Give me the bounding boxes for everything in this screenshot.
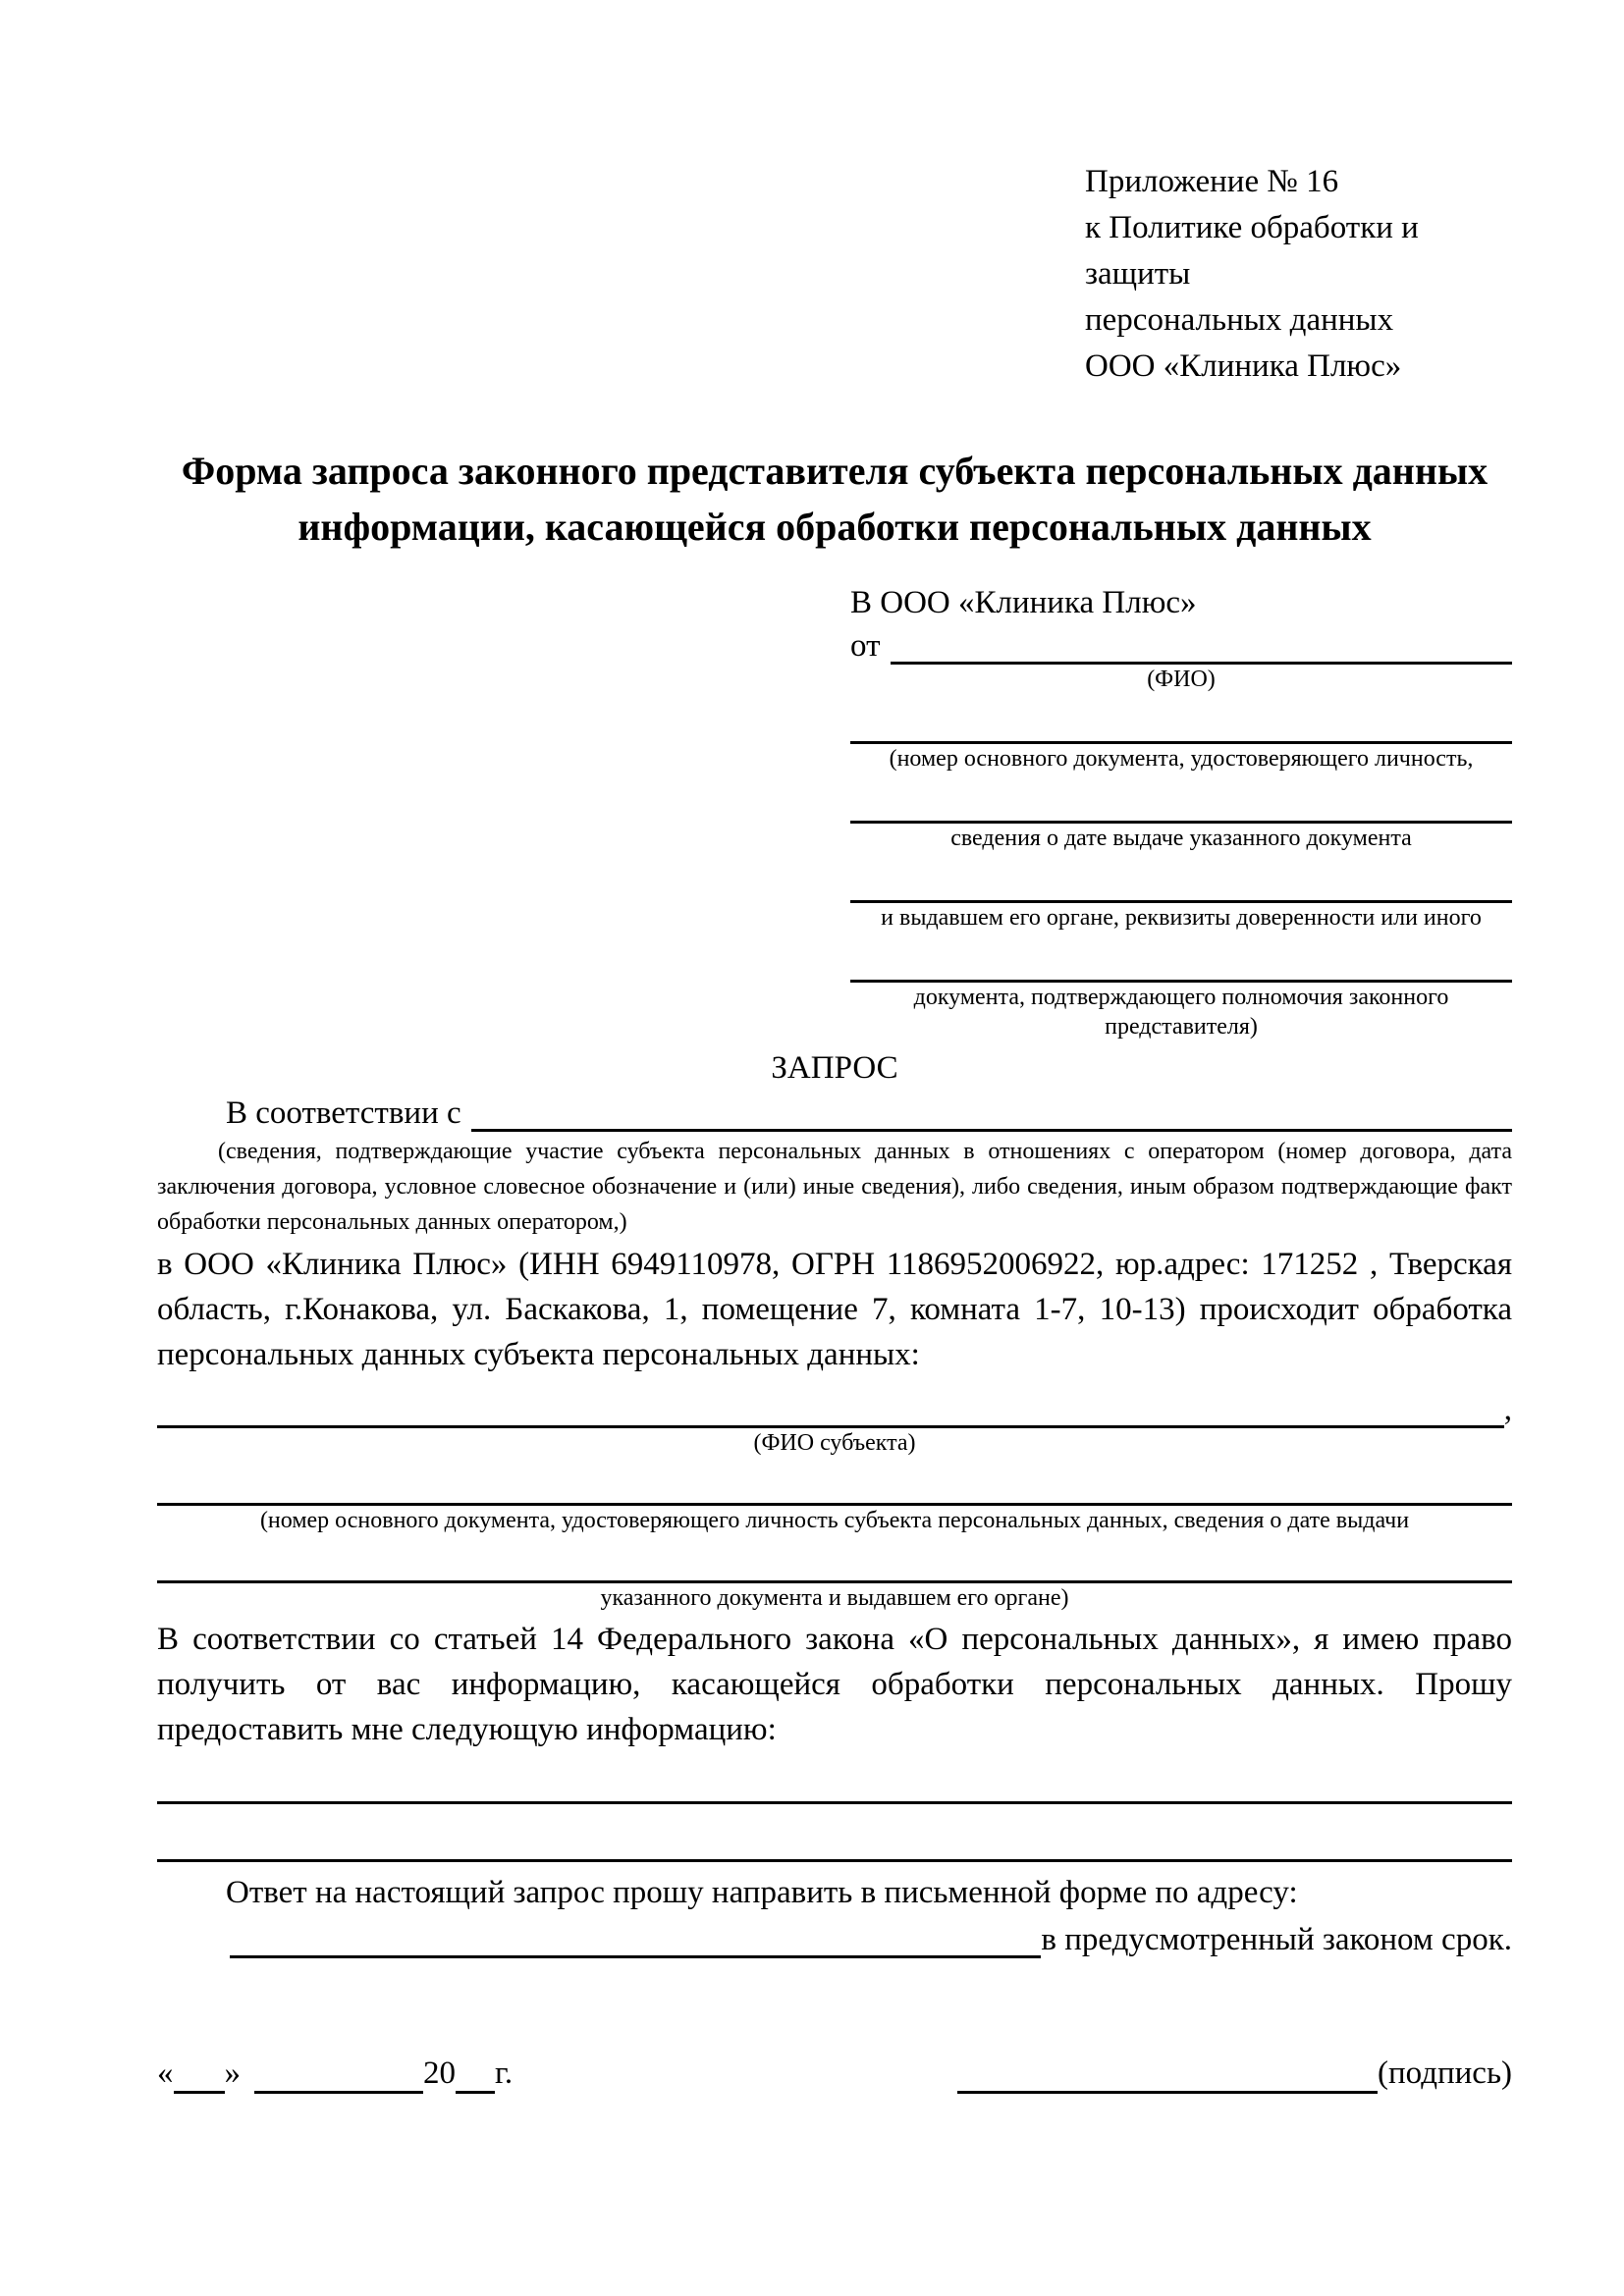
from-row	[850, 623, 1512, 665]
appendix-line: к Политике обработки и защиты	[1085, 210, 1419, 292]
accordance-blank-line	[471, 1086, 1512, 1132]
date-part	[157, 2053, 513, 2094]
year-prefix: 20	[423, 2056, 456, 2091]
reply-paragraph: Ответ на настоящий запрос прошу направить в письменной форме по адресу:	[226, 1875, 1298, 1910]
subject-fio-row	[157, 1393, 1512, 1428]
year-blank-line	[456, 2054, 495, 2094]
rights-paragraph: В соответствии со статьей 14 Федерального закона «О персональных данных», я имею право получить от вас информацию, касающейся обработки персональных данных. Прошу предоставить мне следующую информацию:	[157, 1622, 1512, 1747]
quote-close: »	[224, 2056, 241, 2091]
field-caption: и выдавшем его органе, реквизиты доверенности или иного	[881, 905, 1482, 931]
field-caption: сведения о дате выдаче указанного документа	[950, 826, 1412, 851]
field-caption: (номер основного документа, удостоверяющего личность субъекта персональных данных, сведения о дате выдачи	[259, 1508, 1410, 1533]
addressee-block	[850, 582, 1512, 1041]
issue-date-blank-line	[850, 774, 1512, 824]
field-caption: (номер основного документа, удостоверяющего личность,	[889, 746, 1474, 772]
accordance-label: В соответствии с	[226, 1095, 461, 1131]
month-blank-line	[254, 2054, 423, 2094]
trailing-comma: ,	[1503, 1392, 1512, 1427]
reply-address-row	[220, 1915, 1512, 1958]
day-blank-line	[174, 2054, 225, 2094]
reply-address-blank-line	[230, 1912, 1041, 1958]
signature-caption: (подпись)	[1378, 2056, 1512, 2091]
issuing-authority-blank-line	[850, 853, 1512, 903]
field-caption: (ФИО субъекта)	[753, 1430, 916, 1456]
subject-fio-blank-line	[157, 1390, 1504, 1428]
document-title	[157, 443, 1512, 555]
field-caption: указанного документа и выдавшем его органе)	[600, 1585, 1069, 1611]
information-blank-line	[157, 1804, 1512, 1862]
representative-authority-blank-line	[850, 933, 1512, 983]
year-suffix: г.	[495, 2056, 514, 2091]
document-title-line: Форма запроса законного представителя субъекта персональных данных	[181, 449, 1489, 493]
signature-blank-line	[957, 2054, 1378, 2094]
appendix-line: Приложение № 16	[1085, 164, 1339, 199]
addressee-to: В ООО «Клиника Плюс»	[850, 585, 1197, 620]
accordance-row	[157, 1089, 1512, 1132]
subject-document-blank-line	[157, 1535, 1512, 1583]
operator-paragraph: в ООО «Клиника Плюс» (ИНН 6949110978, ОГРН 1186952006922, юр.адрес: 171252 , Тверская область, г.Конакова, ул. Баскакова, 1, помещение 7, комната 1-7, 10-13) происходит обработка персональных данных субъекта персональных данных:	[157, 1247, 1512, 1372]
field-caption: (ФИО)	[1147, 667, 1216, 692]
signature-part	[957, 2053, 1512, 2094]
accordance-footnote: (сведения, подтверждающие участие субъекта персональных данных в отношениях с оператором (номер договора, дата заключения договора, условное словесное обозначение и (или) иные сведения), либо сведения, иным образом подтверждающие факт обработки персональных данных оператором,)	[157, 1139, 1512, 1235]
information-blank-line	[157, 1752, 1512, 1804]
from-label: от	[850, 628, 881, 664]
appendix-line: персональных данных	[1085, 302, 1394, 338]
reply-tail: в предусмотренный законом срок.	[1041, 1922, 1512, 1957]
quote-open: «	[157, 2056, 174, 2091]
appendix-line: ООО «Клиника Плюс»	[1085, 348, 1402, 384]
request-heading: ЗАПРОС	[771, 1050, 898, 1086]
document-number-blank-line	[850, 694, 1512, 744]
document-title-line: информации, касающейся обработки персональных данных	[298, 505, 1372, 549]
field-caption: документа, подтверждающего полномочия законного представителя)	[913, 985, 1449, 1040]
appendix-note	[1085, 159, 1512, 390]
fio-blank-line	[891, 620, 1513, 665]
subject-document-blank-line	[157, 1458, 1512, 1506]
date-signature-row	[157, 2053, 1512, 2094]
